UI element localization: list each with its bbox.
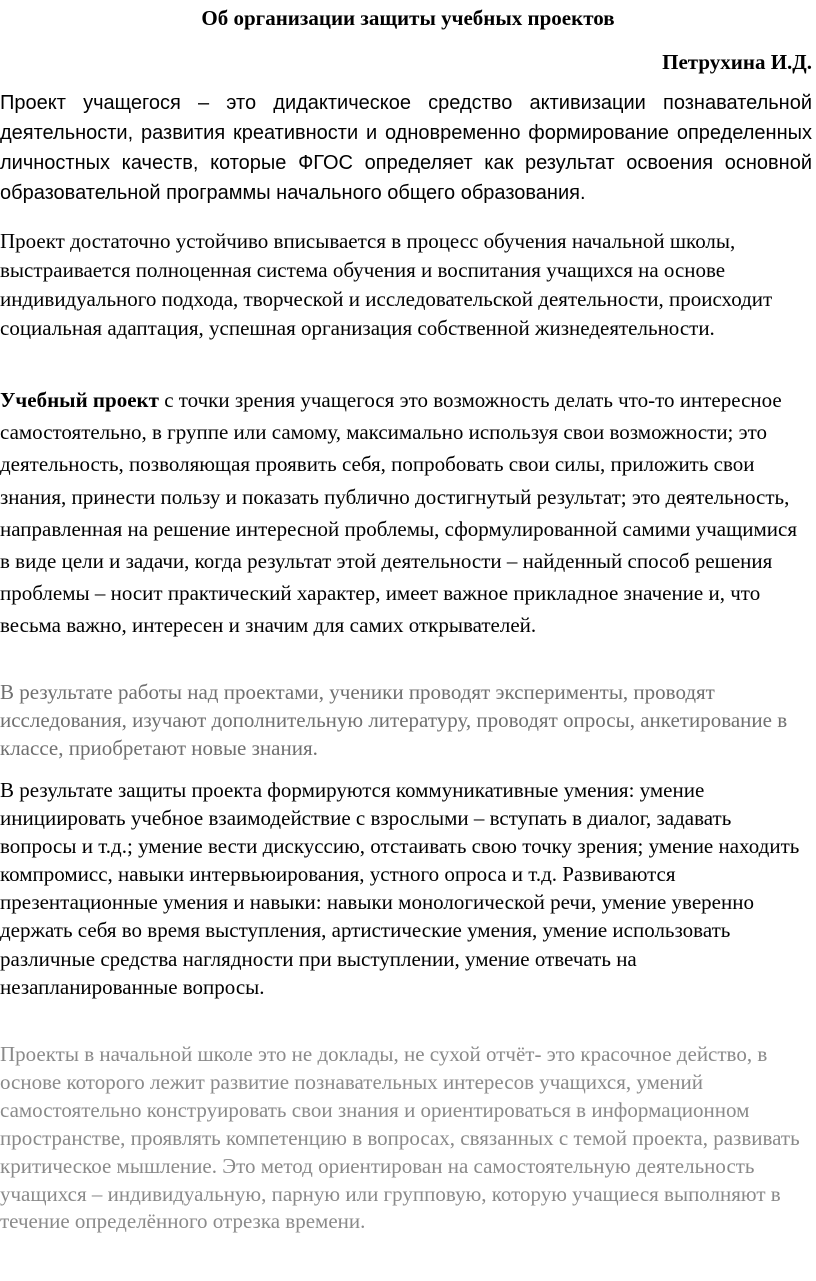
paragraph-project-integration: Проект достаточно устойчиво вписывается в процесс обучения начальной школы, выстраивается полноценная система обучения и воспитания учащихся на основе индивидуального подхода, творческой и исследовательской деятельности, происходит социальная адаптация, успешная организация собственной жизнедеятельности.: [0, 229, 773, 340]
document-title: Об организации защиты учебных проектов: [201, 6, 615, 30]
document-author: Петрухина И.Д.: [662, 50, 812, 74]
educational-project-description: с точки зрения учащегося это возможность делать что-то интересное самостоятельно, в группе или самому, максимально используя свои возможности; это деятельность, позволяющая проявить себя, попробовать свои силы, приложить свои знания, принести пользу и показать публично достигнутый результат; это деятельность, направленная на решение интересной проблемы, сформулированной самими учащимися в виде цели и задачи, когда результат этой деятельности – найденный способ решения проблемы – носит практический характер, имеет важное прикладное значение и, что весьма важно, интересен и значим для самих открывателей.: [0, 388, 797, 638]
paragraph-primary-school-projects: Проекты в начальной школе это не доклады, не сухой отчёт- это красочное действо, в основе которого лежит развитие познавательных интересов учащихся, умений самостоятельно конструировать свои знания и ориентироваться в информационном пространстве, проявлять компетенцию в вопросах, связанных с темой проекта, развивать критическое мышление. Это метод ориентирован на самостоятельную деятельность учащихся – индивидуальную, парную или групповую, которую учащиеся выполняют в течение определённого отрезка времени.: [0, 1042, 800, 1234]
paragraph-project-definition: Проект учащегося – это дидактическое средство активизации познавательной деятельности, развития креативности и одновременно формирование определенных личностных качеств, которые ФГОС определяет как результат освоения основной образовательной программы начального общего образования.: [0, 92, 812, 204]
educational-project-term: Учебный проект: [0, 388, 159, 412]
paragraph-project-results: В результате работы над проектами, ученики проводят эксперименты, проводят исследования, изучают дополнительную литературу, проводят опросы, анкетирование в классе, приобретают новые знания.: [0, 680, 788, 760]
paragraph-defense-skills: В результате защиты проекта формируются коммуникативные умения: умение инициировать учебное взаимодействие с взрослыми – вступать в диалог, задавать вопросы и т.д.; умение вести дискуссию, отстаивать свою точку зрения; умение находить компромисс, навыки интервьюирования, устного опроса и т.д. Развиваются презентационные умения и навыки: навыки монологической речи, умение уверенно держать себя во время выступления, артистические умения, умение использовать различные средства наглядности при выступлении, умение отвечать на незапланированные вопросы.: [0, 778, 800, 999]
paragraph-educational-project: [0, 384, 812, 642]
